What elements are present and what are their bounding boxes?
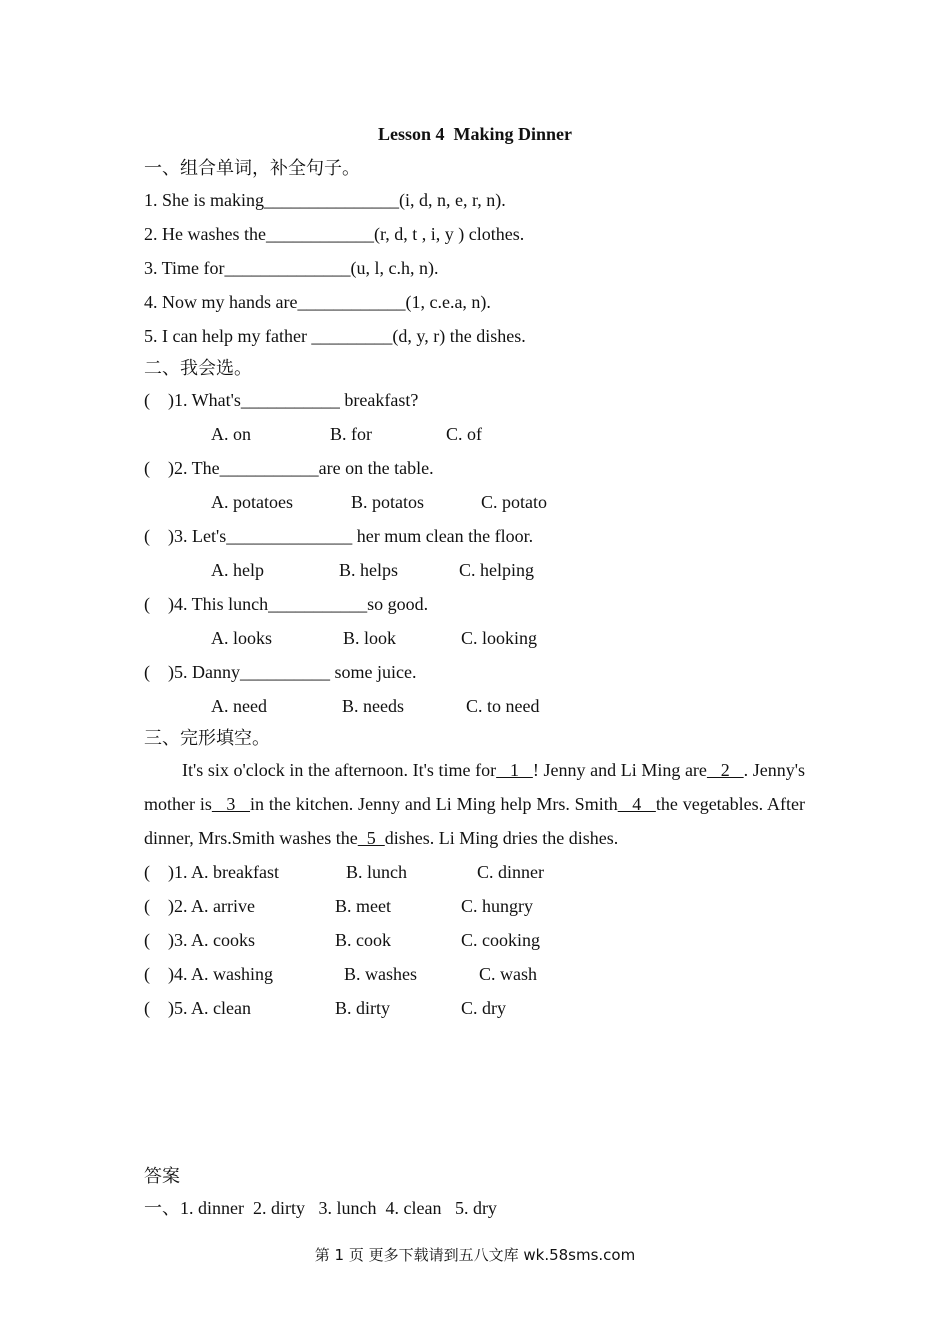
passage-text-5: the vegetables. After dinner, Mrs.Smith washes the — [144, 794, 806, 848]
s3-q1-option-c: C. dinner — [477, 862, 544, 882]
s2-q4-option-b: B. look — [343, 628, 397, 648]
s3-q2-option-b: B. meet — [335, 896, 391, 916]
s3-question-3: ( )3. A. cooks — [144, 930, 255, 950]
s2-q4-option-c: C. looking — [461, 628, 538, 648]
s2-q3-option-c: C. helping — [459, 560, 534, 580]
s2-q5-option-a: A. need — [211, 696, 267, 716]
s2-q2-option-a: A. potatoes — [211, 492, 293, 512]
s2-question-4: ( )4. This lunch___________so good. — [144, 594, 429, 614]
blank-5: 5 — [357, 828, 385, 848]
answers-line-1: 一、1. dinner 2. dirty 3. lunch 4. clean 5. dry — [144, 1198, 497, 1218]
passage-text-4: in the kitchen. Jenny and Li Ming help Mrs. Smith — [250, 794, 618, 814]
s2-q4-option-a: A. looks — [211, 628, 273, 648]
blank-1: 1 — [496, 760, 533, 780]
blank-3: 3 — [211, 794, 251, 814]
s3-q1-option-b: B. lunch — [346, 862, 407, 882]
s3-q3-option-c: C. cooking — [461, 930, 540, 950]
s1-item-4: 4. Now my hands are____________(1, c.e.a, n). — [144, 292, 491, 312]
answers-heading: 答案 — [144, 1166, 180, 1186]
s2-question-1: ( )1. What's___________ breakfast? — [144, 390, 419, 410]
blank-2: 2 — [706, 760, 744, 780]
s1-item-3: 3. Time for______________(u, l, c.h, n). — [144, 258, 439, 278]
s1-item-2: 2. He washes the____________(r, d, t , i, y ) clothes. — [144, 224, 525, 244]
s3-question-2: ( )2. A. arrive — [144, 896, 255, 916]
s3-question-1: ( )1. A. breakfast — [144, 862, 279, 882]
s2-question-5: ( )5. Danny__________ some juice. — [144, 662, 417, 682]
s3-q2-option-c: C. hungry — [461, 896, 533, 916]
s2-question-2: ( )2. The___________are on the table. — [144, 458, 434, 478]
page-title: Lesson 4 Making Dinner — [377, 124, 573, 144]
s3-q5-option-c: C. dry — [461, 998, 506, 1018]
s2-q3-option-b: B. helps — [339, 560, 399, 580]
passage-text-6: dishes. Li Ming dries the dishes. — [384, 828, 619, 848]
s1-item-1: 1. She is making_______________(i, d, n, e, r, n). — [144, 190, 506, 210]
passage-text-1: It's six o'clock in the afternoon. It's time for — [182, 760, 497, 780]
s3-q4-option-c: C. wash — [479, 964, 537, 984]
s2-q2-option-c: C. potato — [481, 492, 547, 512]
passage-text-3: . Jenny's mother is — [144, 760, 806, 814]
blank-4: 4 — [617, 794, 656, 814]
s2-q5-option-b: B. needs — [342, 696, 404, 716]
s2-q1-option-b: B. for — [330, 424, 372, 444]
s2-q1-option-a: A. on — [211, 424, 251, 444]
page-footer: 第 1 页 更多下载请到五八文库 wk.58sms.com — [314, 1246, 636, 1264]
s2-q1-option-c: C. of — [446, 424, 482, 444]
section1-heading: 一、组合单词，补全句子。 — [144, 158, 360, 178]
s3-question-5: ( )5. A. clean — [144, 998, 251, 1018]
s2-q2-option-b: B. potatos — [351, 492, 425, 512]
section3-heading: 三、完形填空。 — [144, 728, 270, 748]
passage-text-2: ! Jenny and Li Ming are — [532, 760, 707, 780]
s3-question-4: ( )4. A. washing — [144, 964, 273, 984]
section2-heading: 二、我会选。 — [144, 358, 252, 378]
s2-q3-option-a: A. help — [211, 560, 264, 580]
s3-q3-option-b: B. cook — [335, 930, 391, 950]
s2-question-3: ( )3. Let's______________ her mum clean the floor. — [144, 526, 534, 546]
s2-q5-option-c: C. to need — [466, 696, 540, 716]
cloze-passage — [144, 753, 805, 855]
s3-q4-option-b: B. washes — [344, 964, 417, 984]
s1-item-5: 5. I can help my father _________(d, y, r) the dishes. — [144, 326, 526, 346]
s3-q5-option-b: B. dirty — [335, 998, 391, 1018]
